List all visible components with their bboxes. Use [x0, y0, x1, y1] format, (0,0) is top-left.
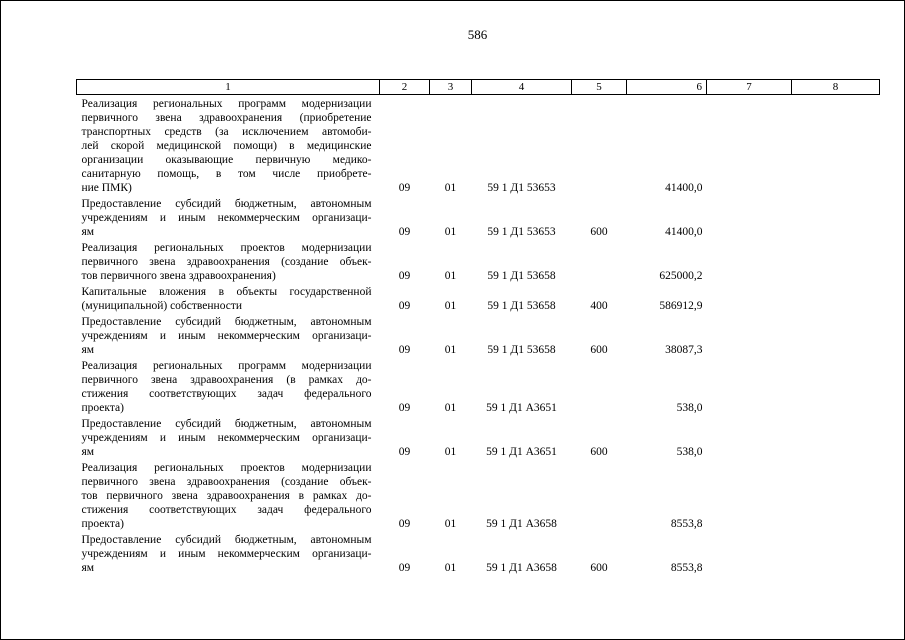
- col-header-5: 5: [572, 80, 627, 95]
- row-cell-c7: [707, 239, 792, 283]
- row-title: [77, 415, 380, 459]
- row-cell-c5: [572, 459, 627, 531]
- row-title-line: транспортных средств (за исключением автомоби-: [81, 126, 372, 138]
- row-title-line: проекта): [81, 402, 124, 414]
- col-header-2: 2: [380, 80, 430, 95]
- row-cell-c2: 09: [398, 182, 411, 194]
- row-cell-c8: [792, 531, 880, 575]
- row-cell-c3: 01: [444, 562, 457, 574]
- row-title: [77, 283, 380, 313]
- row-title-line: ям: [81, 562, 95, 574]
- row-cell-c6: 41400,0: [665, 226, 703, 238]
- row-cell-c8: [792, 239, 880, 283]
- row-cell-c8: [792, 195, 880, 239]
- row-cell-c5: [572, 239, 627, 283]
- row-title-line: первичного звена здравоохранения (создание объек-: [81, 256, 372, 268]
- row-cell-c5: 600: [590, 562, 608, 574]
- row-cell-c7: [707, 459, 792, 531]
- row-title-line: Капитальные вложения в объекты государственной: [81, 286, 372, 298]
- row-cell-c5: [572, 357, 627, 415]
- row-cell-c4: 59 1 Д1 53658: [487, 344, 556, 356]
- row-cell-c7: [707, 531, 792, 575]
- row-title-line: лей скорой медицинской помощи) в медицинские: [81, 140, 372, 152]
- row-cell-c4: 59 1 Д1 А3651: [486, 402, 557, 414]
- row-title: [77, 313, 380, 357]
- row-title: [77, 239, 380, 283]
- row-title-line: тов первичного звена здравоохранения): [81, 270, 276, 282]
- row-cell-c6: 538,0: [676, 446, 703, 458]
- budget-table: [76, 79, 880, 575]
- row-cell-c3: 01: [444, 446, 457, 458]
- row-cell-c8: [792, 459, 880, 531]
- row-title-line: первичного звена здравоохранения (в рамках до-: [81, 374, 372, 386]
- col-header-7: 7: [707, 80, 792, 95]
- row-cell-c4: 59 1 Д1 А3658: [486, 518, 557, 530]
- page-number: 586: [467, 27, 488, 42]
- row-cell-c5: [572, 95, 627, 196]
- table-row: [77, 531, 880, 575]
- row-title-line: стижения соответствующих задач федерального: [81, 388, 372, 400]
- row-title-line: стижения соответствующих задач федерального: [81, 504, 372, 516]
- row-cell-c2: 09: [398, 518, 411, 530]
- row-cell-c4: 59 1 Д1 53658: [487, 270, 556, 282]
- row-cell-c2: 09: [398, 446, 411, 458]
- row-cell-c5: 400: [590, 300, 608, 312]
- row-title: [77, 357, 380, 415]
- row-title-line: учреждениям и иным некоммерческим организаци-: [81, 548, 372, 560]
- row-cell-c2: 09: [398, 270, 411, 282]
- row-cell-c5: 600: [590, 226, 608, 238]
- row-cell-c3: 01: [444, 270, 457, 282]
- row-title-line: Реализация региональных проектов модернизации: [81, 242, 372, 254]
- row-cell-c6: 538,0: [676, 402, 703, 414]
- row-title: [77, 531, 380, 575]
- row-cell-c6: 41400,0: [665, 182, 703, 194]
- row-cell-c8: [792, 313, 880, 357]
- row-cell-c7: [707, 357, 792, 415]
- table-row: [77, 195, 880, 239]
- table-header-row: [77, 80, 880, 95]
- row-cell-c2: 09: [398, 226, 411, 238]
- row-cell-c7: [707, 415, 792, 459]
- row-title-line: ям: [81, 446, 95, 458]
- row-cell-c8: [792, 357, 880, 415]
- row-cell-c4: 59 1 Д1 53653: [487, 182, 556, 194]
- row-title-line: учреждениям и иным некоммерческим организаци-: [81, 330, 372, 342]
- row-title-line: первичного звена здравоохранения (приобретение: [81, 112, 372, 124]
- row-title-line: Предоставление субсидий бюджетным, автономным: [81, 534, 372, 546]
- row-cell-c6: 586912,9: [659, 300, 703, 312]
- table-row: [77, 95, 880, 196]
- row-cell-c5: 600: [590, 344, 608, 356]
- col-header-4: 4: [472, 80, 572, 95]
- col-header-1: 1: [77, 80, 380, 95]
- row-title-line: Реализация региональных программ модернизации: [81, 98, 372, 110]
- row-cell-c3: 01: [444, 226, 457, 238]
- table-row: [77, 313, 880, 357]
- table-row: [77, 239, 880, 283]
- row-cell-c6: 38087,3: [665, 344, 703, 356]
- row-title-line: ям: [81, 344, 95, 356]
- row-cell-c8: [792, 415, 880, 459]
- row-cell-c5: 600: [590, 446, 608, 458]
- row-cell-c3: 01: [444, 344, 457, 356]
- table-body: [77, 95, 880, 576]
- row-cell-c7: [707, 283, 792, 313]
- row-cell-c3: 01: [444, 182, 457, 194]
- row-cell-c2: 09: [398, 300, 411, 312]
- row-title-line: учреждениям и иным некоммерческим организаци-: [81, 212, 372, 224]
- row-cell-c3: 01: [444, 518, 457, 530]
- row-cell-c6: 8553,8: [670, 518, 703, 530]
- row-cell-c7: [707, 95, 792, 196]
- row-cell-c6: 625000,2: [659, 270, 703, 282]
- row-title-line: учреждениям и иным некоммерческим организаци-: [81, 432, 372, 444]
- table-header: [77, 80, 880, 95]
- row-cell-c4: 59 1 Д1 53653: [487, 226, 556, 238]
- row-title-line: санитарную помощь, в том числе приобрете-: [81, 168, 372, 180]
- col-header-8: 8: [792, 80, 880, 95]
- row-title-line: Предоставление субсидий бюджетным, автономным: [81, 316, 372, 328]
- row-cell-c7: [707, 313, 792, 357]
- row-cell-c8: [792, 283, 880, 313]
- row-cell-c3: 01: [444, 402, 457, 414]
- row-title-line: первичного звена здравоохранения (создание объек-: [81, 476, 372, 488]
- row-title-line: Реализация региональных проектов модернизации: [81, 462, 372, 474]
- row-title-line: организации оказывающие первичную медико-: [81, 154, 372, 166]
- row-cell-c2: 09: [398, 402, 411, 414]
- row-cell-c4: 59 1 Д1 А3658: [486, 562, 557, 574]
- table-row: [77, 415, 880, 459]
- row-title-line: тов первичного звена здравоохранения в рамках до-: [81, 490, 372, 502]
- row-cell-c4: 59 1 Д1 А3651: [486, 446, 557, 458]
- row-title: [77, 195, 380, 239]
- row-title-line: ям: [81, 226, 95, 238]
- row-cell-c2: 09: [398, 562, 411, 574]
- row-cell-c2: 09: [398, 344, 411, 356]
- col-header-3: 3: [430, 80, 472, 95]
- row-title-line: (муниципальной) собственности: [81, 300, 243, 312]
- row-title: [77, 459, 380, 531]
- table-row: [77, 283, 880, 313]
- row-title-line: проекта): [81, 518, 124, 530]
- row-cell-c8: [792, 95, 880, 196]
- table-row: [77, 459, 880, 531]
- row-title-line: Предоставление субсидий бюджетным, автономным: [81, 198, 372, 210]
- row-cell-c3: 01: [444, 300, 457, 312]
- row-cell-c4: 59 1 Д1 53658: [487, 300, 556, 312]
- row-cell-c6: 8553,8: [670, 562, 703, 574]
- row-title-line: Предоставление субсидий бюджетным, автономным: [81, 418, 372, 430]
- table-row: [77, 357, 880, 415]
- row-title: [77, 95, 380, 196]
- row-title-line: ние ПМК): [81, 182, 132, 194]
- row-title-line: Реализация региональных программ модернизации: [81, 360, 372, 372]
- row-cell-c7: [707, 195, 792, 239]
- col-header-6: 6: [627, 80, 707, 95]
